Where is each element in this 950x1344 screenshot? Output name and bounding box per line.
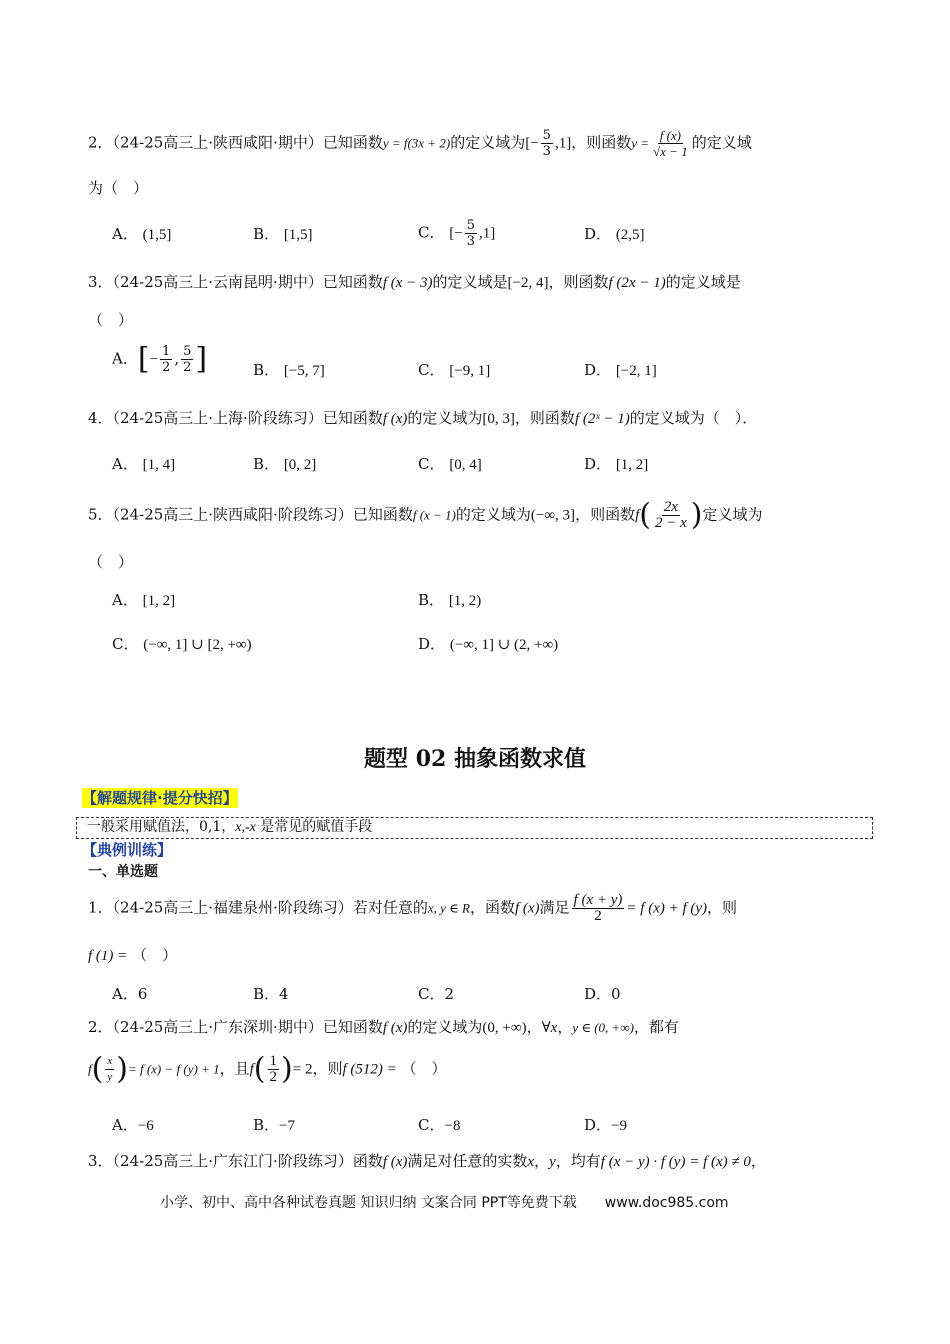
- p1-stem: 1．（24-25高三上·福建泉州·阶段练习）若对任意的x, y ∈ R，函数f (x)满足 $\frac{f (x + y)}{2}$ = f (x) + f (y)，则: [88, 892, 738, 924]
- p1-option-b[interactable]: B．4: [253, 985, 289, 1003]
- q5-stem: 5．（24-25高三上·陕西咸阳·阶段练习）已知函数f (x − 1)的定义域为(−∞, 3]，则函数f( $\frac{2x}{2 - x}$ )定义域为: [88, 497, 763, 533]
- q5-line2: （ ）: [88, 553, 134, 571]
- p1-option-c[interactable]: C．2: [418, 985, 455, 1003]
- q4-option-b[interactable]: B． [0, 2]: [253, 455, 317, 473]
- q5-option-b[interactable]: B． [1, 2): [418, 591, 482, 609]
- p2-option-b[interactable]: B．−7: [253, 1116, 295, 1134]
- p2-option-d[interactable]: D．−9: [584, 1116, 627, 1134]
- q2-suffix: 的定义域: [691, 133, 752, 152]
- q2-line2: 为（ ）: [88, 179, 149, 197]
- q2-mid2: ，则函数: [571, 133, 632, 152]
- p3-stem: 3．（24-25高三上·广东江门·阶段练习）函数f (x)满足对任意的实数x，y，均有f (x − y) · f (y) = f (x) ≠ 0，: [88, 1152, 766, 1170]
- q3-dom: [−2, 4]: [507, 275, 549, 291]
- q2-func-frac: $\frac{f (x)}{√x - 1}$: [653, 128, 688, 159]
- q2-prefix: 2．（24-25高三上·陕西咸阳·期中）已知函数: [88, 133, 383, 152]
- subsection-title: 一、单选题: [88, 864, 158, 880]
- p1-line2: f (1) = （ ）: [88, 946, 178, 964]
- q3-line2: （ ）: [88, 311, 134, 329]
- footer-text: 小学、初中、高中各种试卷真题 知识归纳 文案合同 PPT等免费下载: [160, 1195, 577, 1211]
- q2-yeq: y =: [631, 135, 650, 151]
- q4-option-d[interactable]: D． [1, 2]: [584, 455, 649, 473]
- q3-option-a[interactable]: A．[− $\frac{1}{2}$ , $\frac{5}{2}$ ]: [112, 341, 208, 377]
- footer: [160, 1192, 729, 1212]
- q5-option-d[interactable]: D． (−∞, 1] ∪ (2, +∞): [418, 635, 559, 653]
- q2-option-d[interactable]: D． (2,5]: [584, 225, 645, 243]
- q2-stem: [88, 128, 752, 159]
- p2-line2: f( $\frac{x}{y}$ )= f (x) − f (y) + 1，且f( $\frac{1}{2}$ )= 2，则f (512) = （ ）: [88, 1051, 447, 1087]
- p2-stem: 2．（24-25高三上·广东深圳·期中）已知函数f (x)的定义域为(0, +∞)，∀x，y ∈ (0, +∞)，都有: [88, 1018, 679, 1036]
- p1-option-d[interactable]: D．0: [584, 985, 621, 1003]
- q4-option-a[interactable]: A． [1, 4]: [112, 455, 176, 473]
- q4-option-c[interactable]: C． [0, 4]: [418, 455, 482, 473]
- p2-option-a[interactable]: A．−6: [112, 1116, 154, 1134]
- example-tag: 【典例训练】: [82, 841, 173, 859]
- tip-box: [76, 817, 873, 839]
- q2-option-b[interactable]: B． [1,5]: [253, 225, 313, 243]
- p1-option-a[interactable]: A．6: [112, 985, 148, 1003]
- section-title: 题型 02 抽象函数求值: [364, 746, 586, 772]
- q3-func2: f (2x − 1): [608, 275, 666, 291]
- q2-mid1: 的定义域为: [450, 133, 526, 152]
- q3-func1: f (x − 3): [382, 275, 433, 291]
- q5-option-c[interactable]: C． (−∞, 1] ∪ [2, +∞): [112, 635, 252, 653]
- q3-option-d[interactable]: D． [−2, 1]: [584, 361, 657, 379]
- footer-site-link[interactable]: www.doc985.com: [604, 1195, 729, 1211]
- q3-option-b[interactable]: B． [−5, 7]: [253, 361, 325, 379]
- q5-option-a[interactable]: A． [1, 2]: [112, 591, 176, 609]
- q2-option-a[interactable]: A． (1,5]: [112, 225, 172, 243]
- q4-stem: 4．（24-25高三上·上海·阶段练习）已知函数f (x)的定义域为[0, 3]，则函数f (2ˣ − 1)的定义域为（ ）．: [88, 409, 758, 427]
- q2-dom-right: ,1]: [554, 135, 572, 152]
- q2-option-c[interactable]: C． [− $\frac{5}{3}$ ,1]: [418, 218, 496, 249]
- tip-text: 一般采用赋值法，0,1，x,-x 是常见的赋值手段: [87, 819, 373, 835]
- q2-dom-frac: $\frac{5}{3}$: [542, 128, 551, 159]
- p2-option-c[interactable]: C．−8: [418, 1116, 461, 1134]
- q3-stem: 3．（24-25高三上·云南昆明·期中）已知函数f (x − 3)的定义域是[−2, 4]，则函数f (2x − 1)的定义域是: [88, 273, 741, 291]
- q2-func: y = f(3x + 2): [382, 135, 451, 151]
- q2-dom-left: [−: [525, 135, 539, 152]
- tip-tag: 【解题规律·提分快招】: [82, 789, 238, 807]
- q3-option-c[interactable]: C． [−9, 1]: [418, 361, 491, 379]
